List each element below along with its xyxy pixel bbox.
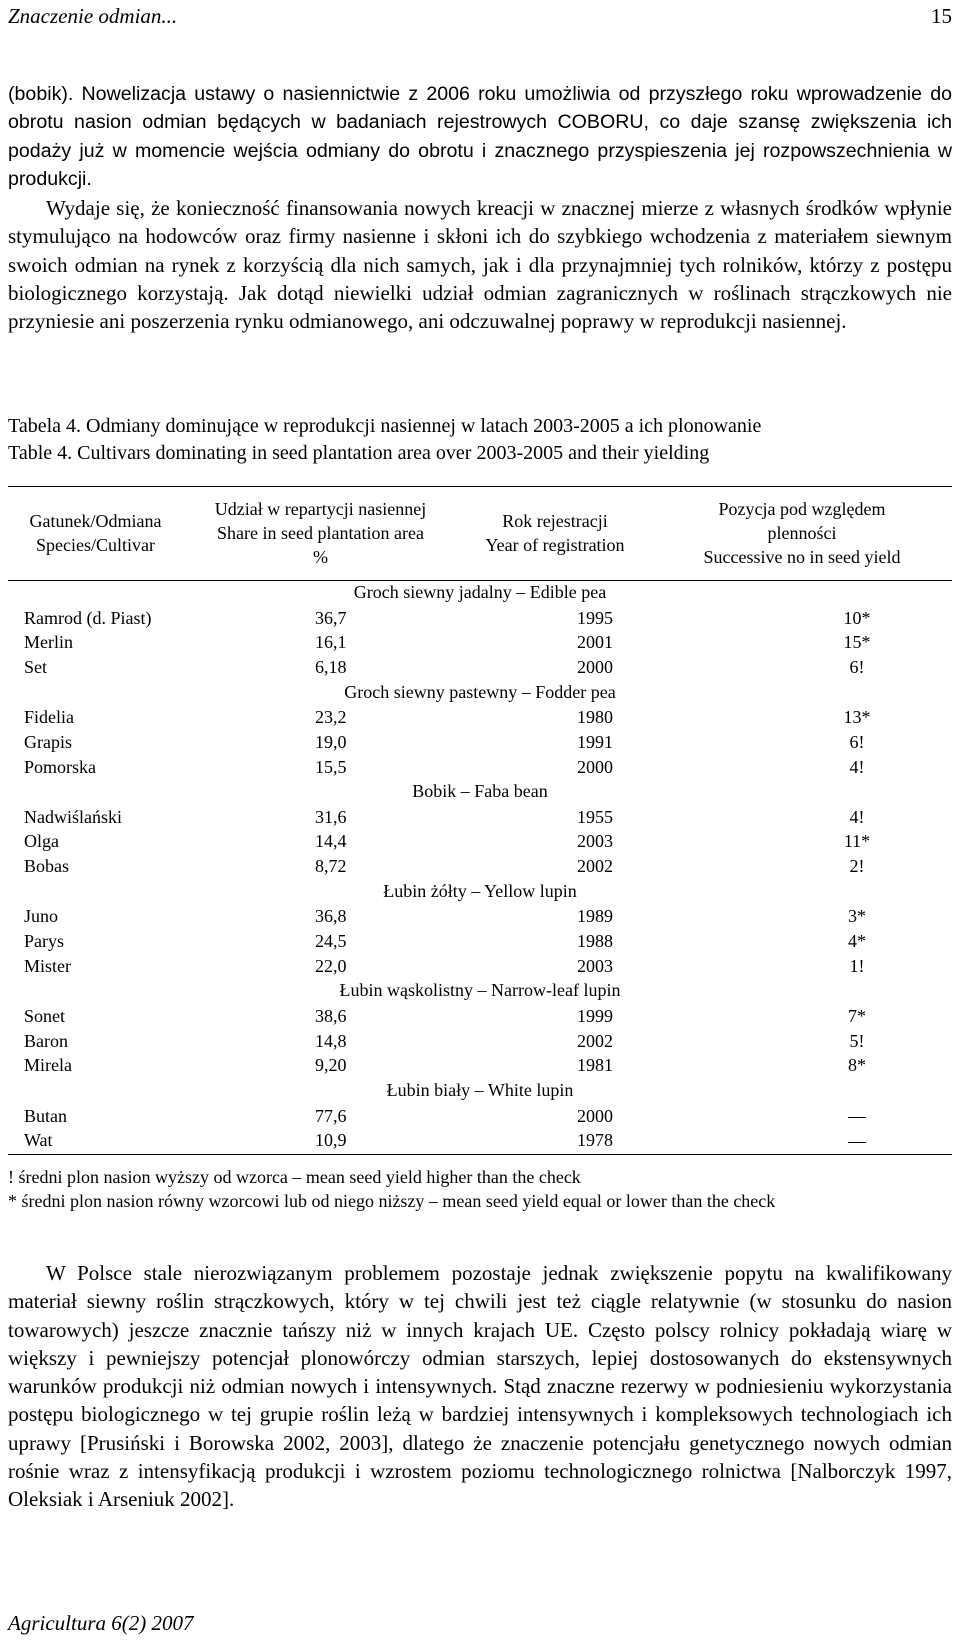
yield-position: 4! — [849, 756, 865, 777]
header-position-pl-1: Pozycja pod względem — [718, 499, 886, 519]
registration-year: 1999 — [577, 1005, 613, 1026]
paragraph-1-text: (bobik). Nowelizacja ustawy o nasiennictwie z 2006 roku umożliwia od przyszłego roku wprowadzenie do obrotu nasion odmian będących w badaniach rejestrowych COBORU, co daje szansę zwiększenia ich podaży już w momencie wejścia odmiany do obrotu i znacznego przyspieszenia jej rozpowszechnienia w produkcji. — [8, 83, 952, 190]
table-row — [8, 1104, 952, 1129]
header-position-pl-2: plenności — [767, 523, 837, 543]
cultivar-name: Grapis — [24, 731, 72, 752]
registration-year: 1991 — [577, 731, 613, 752]
registration-year: 2003 — [577, 831, 613, 852]
yield-position: 4! — [849, 806, 865, 827]
header-share-unit: % — [313, 547, 328, 567]
section-row — [8, 580, 952, 606]
table-row — [8, 705, 952, 730]
header-position-en: Successive no in seed yield — [703, 547, 901, 567]
table-caption-en: Table 4. Cultivars dominating in seed plantation area over 2003-2005 and their yielding — [8, 442, 710, 464]
table-row — [8, 730, 952, 755]
paragraph-3-text: W Polsce stale nierozwiązanym problemem pozostaje jednak zwiększenie popytu na kwalifikowany materiał siewny roślin strączkowych, który w tej chwili jest też ciągle relatywnie (w stosunku do nasion towarowych) jeszcze znacznie tańszy niż w innych krajach UE. Często polscy rolnicy pokładają wiarę w większy i pewniejszy potencjał plonowórczy odmian starszych, lepiej dostosowanych do ekstensywnych warunków produkcji niż odmian nowych i intensywnych. Stąd znaczne rezerwy w podniesieniu wykorzystania postępu biologicznego w tej grupie roślin leżą w bardziej intensywnych i kompleksowych technologiach ich uprawy [Prusiński i Borowska 2002, 2003], dlatego że znaczenie potencjału genetycznego nowych odmian rośnie wraz z intensyfikacją produkcji i wzrostem poziomu technologicznego rolnictwa [Nalborczyk 1997, Oleksiak i Arseniuk 2002]. — [8, 1261, 952, 1512]
cultivar-name: Set — [24, 656, 48, 677]
table-row — [8, 904, 952, 929]
paragraph-2 — [8, 194, 952, 335]
header-year-pl: Rok rejestracji — [502, 511, 608, 531]
registration-year: 1955 — [577, 806, 613, 827]
yield-position — [652, 1128, 952, 1153]
cultivar-name: Bobas — [24, 856, 69, 877]
share-value: 36,7 — [315, 607, 347, 628]
table-row — [8, 954, 952, 979]
header-species-pl: Gatunek/Odmiana — [29, 511, 162, 531]
cultivar-name: Baron — [24, 1030, 68, 1051]
yield-position: 13* — [843, 707, 871, 728]
dash-mark — [848, 1117, 866, 1118]
share-value: 14,8 — [315, 1030, 347, 1051]
cultivar-name: Sonet — [24, 1005, 66, 1026]
yield-position: 6! — [849, 731, 865, 752]
share-value: 8,72 — [315, 856, 347, 877]
yield-position: 5! — [849, 1030, 865, 1051]
section-title: Łubin wąskolistny – Narrow-leaf lupin — [339, 980, 621, 1001]
table-bottom-rule — [8, 1154, 952, 1155]
yield-position: 4* — [848, 931, 866, 952]
header-share-en: Share in seed plantation area — [217, 523, 424, 543]
registration-year: 2000 — [577, 756, 613, 777]
section-row — [8, 978, 952, 1004]
note-higher: ! średni plon nasion wyższy od wzorca – mean seed yield higher than the check — [8, 1167, 581, 1187]
header-year — [458, 486, 652, 580]
cultivar-name: Pomorska — [24, 756, 96, 777]
registration-year: 1978 — [577, 1130, 613, 1151]
share-value: 9,20 — [315, 1055, 347, 1076]
table-row — [8, 606, 952, 631]
section-title: Groch siewny jadalny – Edible pea — [353, 582, 607, 602]
section-row — [8, 1078, 952, 1104]
cultivar-name: Nadwiślański — [24, 806, 122, 827]
registration-year: 1995 — [577, 607, 613, 628]
table-caption-pl: Tabela 4. Odmiany dominujące w reprodukcji nasiennej w latach 2003-2005 a ich plonowanie — [8, 415, 762, 437]
paragraph-1 — [8, 80, 952, 193]
yield-position: 11* — [843, 831, 871, 852]
share-value: 77,6 — [315, 1105, 347, 1126]
yield-position: 7* — [848, 1005, 866, 1026]
registration-year: 1980 — [577, 707, 613, 728]
yield-position: 10* — [843, 607, 871, 628]
registration-year: 1988 — [577, 931, 613, 952]
registration-year: 2000 — [577, 1105, 613, 1126]
cultivar-name: Parys — [24, 931, 64, 952]
cultivar-name: Fidelia — [24, 707, 74, 728]
table-row — [8, 1128, 952, 1153]
table-row — [8, 755, 952, 780]
registration-year: 2001 — [577, 632, 613, 653]
yield-position: 6! — [849, 656, 865, 677]
table-row — [8, 655, 952, 680]
yield-position: 2! — [849, 856, 865, 877]
header-position — [652, 486, 952, 580]
section-title: Groch siewny pastewny – Fodder pea — [344, 681, 616, 702]
share-value: 15,5 — [315, 756, 347, 777]
table-row — [8, 630, 952, 655]
cultivar-name: Ramrod (d. Piast) — [24, 607, 152, 628]
registration-year: 2000 — [577, 656, 613, 677]
share-value: 22,0 — [315, 955, 347, 976]
yield-position: 15* — [843, 632, 871, 653]
share-value: 14,4 — [315, 831, 347, 852]
header-species — [8, 486, 183, 580]
share-value: 19,0 — [315, 731, 347, 752]
cultivar-table — [8, 486, 952, 1153]
table-row — [8, 1029, 952, 1054]
registration-year: 1989 — [577, 906, 613, 927]
yield-position: 3* — [848, 906, 866, 927]
cultivar-name: Merlin — [24, 632, 73, 653]
page-number: 15 — [931, 4, 952, 28]
paragraph-2-text: Wydaje się, że konieczność finansowania nowych kreacji w znacznej mierze z własnych środków wpłynie stymulująco na hodowców oraz firmy nasienne i skłoni ich do szybkiego wchodzenia z materiałem siewnym swoich odmian na rynek z korzyścią dla nich samych, jak i dla przynajmniej tych rolników, którzy z postępu biologicznego korzystają. Jak dotąd niewielki udział odmian zagranicznych w roślinach strączkowych nie przyniesie ani poszerzenia rynku odmianowego, ani odczuwalnej poprawy w reprodukcji nasiennej. — [8, 196, 952, 334]
table-caption — [8, 413, 952, 467]
table-row — [8, 854, 952, 879]
share-value: 16,1 — [315, 632, 347, 653]
header-year-en: Year of registration — [485, 535, 625, 555]
section-row — [8, 680, 952, 706]
share-value: 38,6 — [315, 1005, 347, 1026]
share-value: 31,6 — [315, 806, 347, 827]
header-share-pl: Udział w repartycji nasiennej — [214, 499, 427, 519]
yield-position: 1! — [849, 955, 865, 976]
cultivar-name: Wat — [24, 1130, 53, 1151]
share-value: 6,18 — [315, 656, 347, 677]
table-row — [8, 829, 952, 854]
table-notes — [8, 1165, 952, 1213]
header-share — [183, 486, 458, 580]
section-row — [8, 879, 952, 905]
cultivar-name: Juno — [24, 906, 59, 927]
registration-year: 2002 — [577, 1030, 613, 1051]
cultivar-name: Butan — [24, 1105, 67, 1126]
registration-year: 2002 — [577, 856, 613, 877]
running-head — [8, 2, 952, 30]
dash-mark — [848, 1142, 866, 1143]
section-title: Łubin żółty – Yellow lupin — [383, 880, 577, 901]
registration-year: 1981 — [577, 1055, 613, 1076]
table-header-row — [8, 486, 952, 580]
yield-position: 8* — [848, 1055, 866, 1076]
section-row — [8, 779, 952, 805]
table-row — [8, 805, 952, 830]
running-head-title: Znaczenie odmian... — [8, 4, 178, 28]
table-row — [8, 1053, 952, 1078]
share-value: 36,8 — [315, 906, 347, 927]
share-value: 10,9 — [315, 1130, 347, 1151]
section-title: Bobik – Faba bean — [412, 781, 548, 802]
registration-year: 2003 — [577, 955, 613, 976]
yield-position — [652, 1104, 952, 1129]
header-species-en: Species/Cultivar — [36, 535, 155, 555]
cultivar-name: Olga — [24, 831, 59, 852]
table-row — [8, 929, 952, 954]
journal-footer: Agricultura 6(2) 2007 — [8, 1611, 194, 1635]
share-value: 24,5 — [315, 931, 347, 952]
section-title: Łubin biały – White lupin — [386, 1080, 574, 1101]
table-row — [8, 1004, 952, 1029]
note-equal-lower: * średni plon nasion równy wzorcowi lub od niego niższy – mean seed yield equal or lower than the check — [8, 1191, 776, 1211]
paragraph-3 — [8, 1259, 952, 1514]
share-value: 23,2 — [315, 707, 347, 728]
cultivar-name: Mister — [24, 955, 71, 976]
cultivar-name: Mirela — [24, 1055, 72, 1076]
